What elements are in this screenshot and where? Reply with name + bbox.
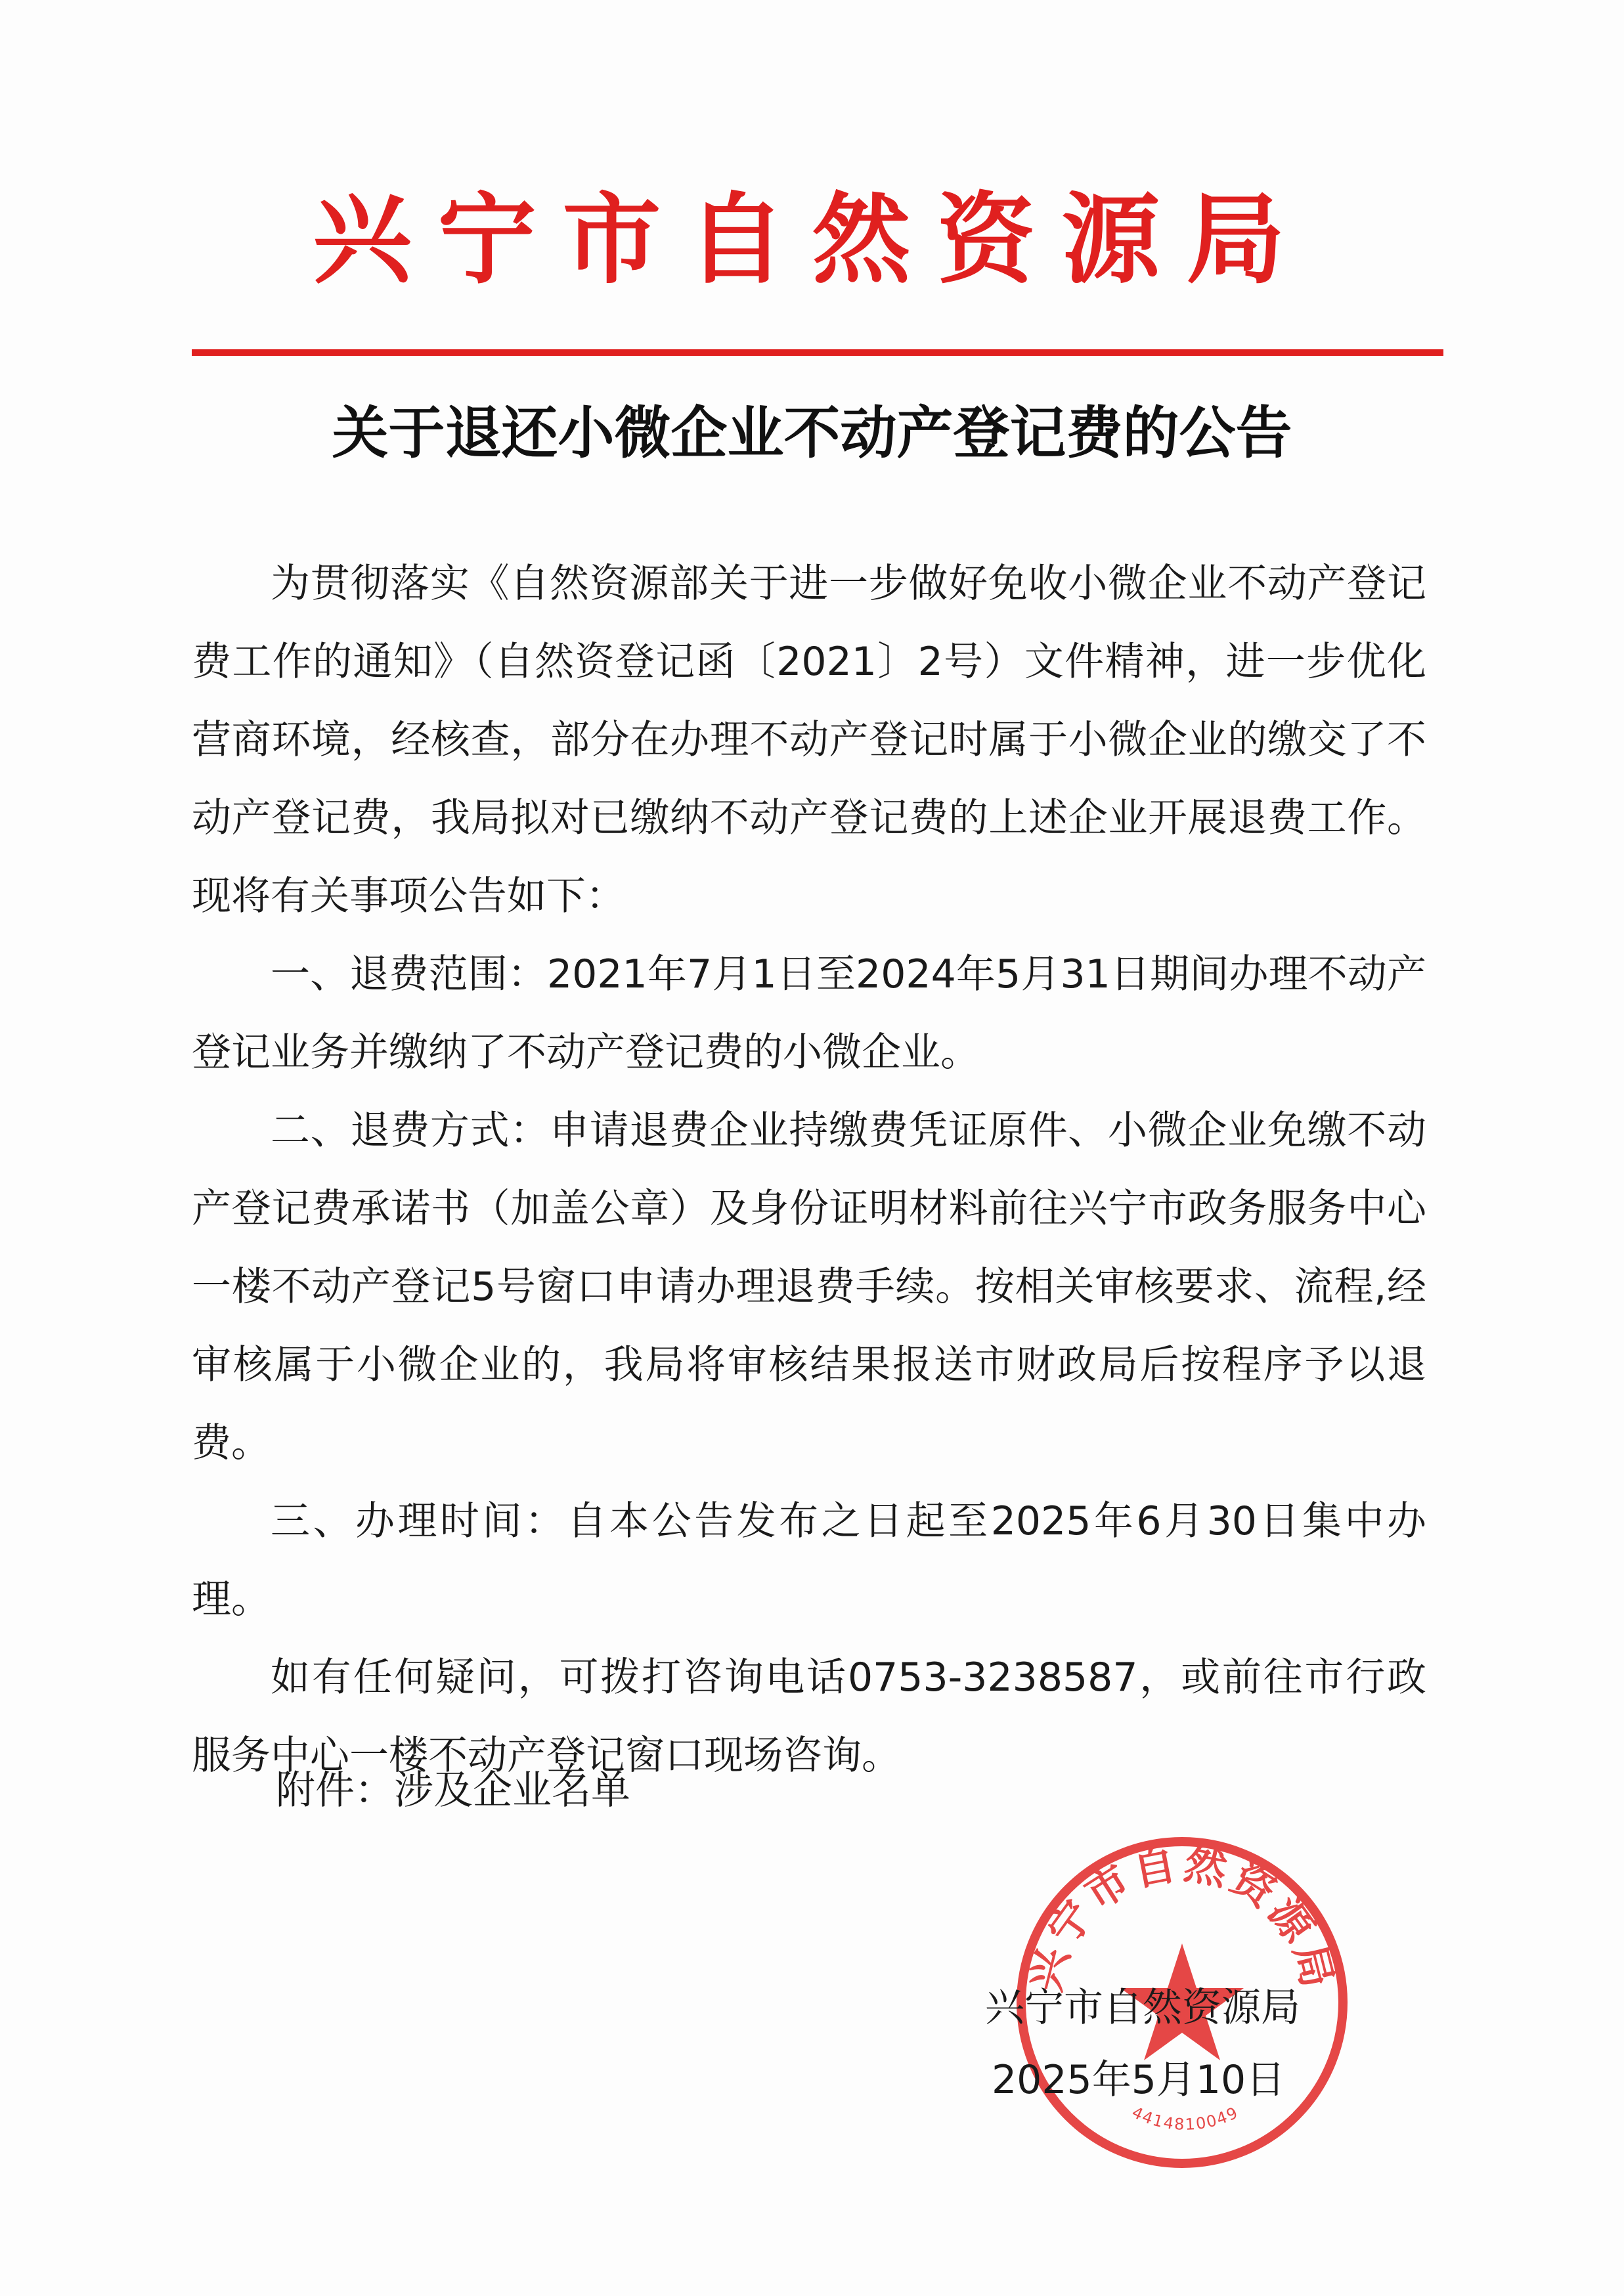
signature-organization: 兴宁市自然资源局 <box>985 1985 1300 2031</box>
red-divider-rule <box>192 349 1443 356</box>
masthead-title: 兴宁市自然资源局 <box>313 182 1311 297</box>
signature-date: 2025年5月10日 <box>992 2057 1286 2103</box>
document-title: 关于退还小微企业不动产登记费的公告 <box>332 400 1292 466</box>
document-body <box>192 545 1426 1795</box>
time-paragraph: 三、办理时间：自本公告发布之日起至2025年6月30日集中办理。 <box>192 1498 1426 1622</box>
svg-text:4414810049: 4414810049 <box>1129 2103 1242 2134</box>
contact-paragraph: 如有任何疑问，可拨打咨询电话0753-3238587，或前往市行政服务中心一楼不动产登记窗口现场咨询。 <box>192 1655 1426 1779</box>
attachment-line: 附件：涉及企业名单 <box>276 1767 630 1813</box>
intro-paragraph: 为贯彻落实《自然资源部关于进一步做好免收小微企业不动产登记费工作的通知》（自然资登记函〔2021〕2号）文件精神，进一步优化营商环境，经核查，部分在办理不动产登记时属于小微企业的缴交了不动产登记费，我局拟对已缴纳不动产登记费的上述企业开展退费工作。现将有关事项公告如下： <box>192 561 1426 919</box>
svg-text:兴宁市自然资源局: 兴宁市自然资源局 <box>1020 1839 1344 1997</box>
method-paragraph: 二、退费方式：申请退费企业持缴费凭证原件、小微企业免缴不动产登记费承诺书（加盖公章）及身份证明材料前往兴宁市政务服务中心一楼不动产登记5号窗口申请办理退费手续。按相关审核要求、流程,经审核属于小微企业的，我局将审核结果报送市财政局后按程序予以退费。 <box>192 1108 1426 1466</box>
scope-paragraph: 一、退费范围：2021年7月1日至2024年5月31日期间办理不动产登记业务并缴纳了不动产登记费的小微企业。 <box>192 951 1426 1075</box>
